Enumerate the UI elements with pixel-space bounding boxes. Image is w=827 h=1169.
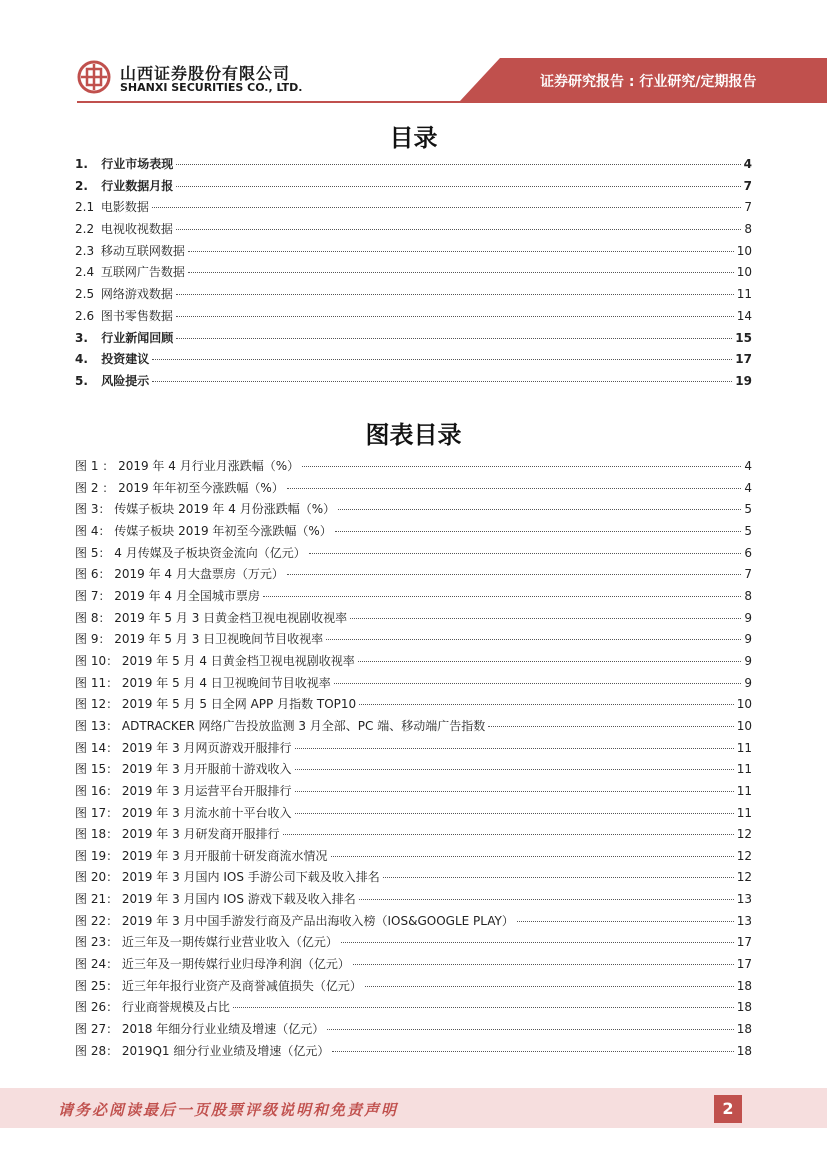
toc-entry-page: 10 [736,243,752,258]
figure-entry-label: 图 8： 2019 年 5 月 3 日黄金档卫视电视剧收视率 [75,610,348,625]
figure-entry[interactable] [75,609,752,631]
figure-entry[interactable] [75,587,752,609]
figure-entry-label: 图 19： 2019 年 3 月开服前十研发商流水情况 [75,848,328,863]
leader-dots [295,748,734,749]
figure-entry[interactable] [75,998,752,1020]
figure-entry[interactable] [75,760,752,782]
figure-entry-label: 图 22： 2019 年 3 月中国手游发行商及产品出海收入榜（IOS&GOOGLE PLAY） [75,913,514,928]
figure-entry-page: 6 [744,545,752,560]
leader-dots [358,661,742,662]
leader-dots [383,877,734,878]
leader-dots [359,899,734,900]
leader-dots [233,1007,734,1008]
leader-dots [327,1029,733,1030]
leader-dots [176,316,734,317]
figure-entry-label: 图 26： 行业商誉规模及占比 [75,1000,230,1015]
leader-dots [263,596,741,597]
toc-entry-page: 11 [736,287,752,302]
figure-entry[interactable] [75,457,752,479]
figure-entry-page: 9 [744,632,752,647]
toc-entry[interactable] [75,285,752,307]
leader-dots [287,574,741,575]
toc-entry-label [75,329,173,346]
figure-entry[interactable] [75,652,752,674]
figure-entry[interactable] [75,739,752,761]
leader-dots [176,338,732,339]
toc-entry-label [75,285,173,302]
figures-title: 图表目录 [365,421,462,449]
leader-dots [517,921,734,922]
toc-entry-text: 图书零售数据 [100,308,173,323]
figure-entry-label: 图 17： 2019 年 3 月流水前十平台收入 [75,805,292,820]
figure-entry-page: 5 [744,523,752,538]
toc-entry-label [75,220,173,237]
figure-entry-label: 图 13： ADTRACKER 网络广告投放监测 3 月全部、PC 端、移动端广告指数 [75,718,486,733]
figure-entry-label: 图 3： 传媒子板块 2019 年 4 月份涨跌幅（%） [75,502,336,517]
figure-entry[interactable] [75,825,752,847]
figure-entry-page: 12 [736,870,752,885]
figure-entry[interactable] [75,500,752,522]
toc-entry-text: 行业市场表现 [101,157,174,171]
toc-entry[interactable] [75,350,752,372]
toc-list [75,155,752,394]
leader-dots [176,164,740,165]
leader-dots [176,294,734,295]
figure-entry-label: 图 6： 2019 年 4 月大盘票房（万元） [75,567,284,582]
figure-entry-page: 18 [736,1022,752,1037]
figure-entry-page: 12 [736,848,752,863]
page-number: 2 [714,1095,742,1123]
figure-entry-page: 18 [736,1000,752,1015]
figure-entry[interactable] [75,1042,752,1064]
figure-entry-label: 图 28： 2019Q1 细分行业业绩及增速（亿元） [75,1043,330,1058]
report-type: 证券研究报告 : 行业研究/定期报告 [540,74,757,90]
page-footer [0,1088,827,1128]
figure-entry-page: 9 [744,675,752,690]
figure-entry-label: 图 25： 近三年年报行业资产及商誉减值损失（亿元） [75,978,362,993]
page-header [0,0,827,108]
company-name-cn: 山西证券股份有限公司 [120,64,291,83]
figure-entry[interactable] [75,804,752,826]
toc-entry-page: 7 [743,178,752,193]
leader-dots [287,488,742,489]
figure-entry[interactable] [75,890,752,912]
figure-entry-label: 图 5： 4 月传媒及子板块资金流向（亿元） [75,545,306,560]
leader-dots [152,381,732,382]
leader-dots [332,1051,733,1052]
figure-entry-label: 图 2 ： 2019 年年初至今涨跌幅（%） [75,480,284,495]
figure-entry-label: 图 1 ： 2019 年 4 月行业月涨跌幅（%） [75,459,300,473]
toc-entry[interactable] [75,155,752,177]
figure-entry-page: 9 [744,610,752,625]
toc-entry[interactable] [75,220,752,242]
leader-dots [341,942,734,943]
figure-entry-page: 13 [736,913,752,928]
toc-entry[interactable] [75,307,752,329]
header-rule [77,101,827,103]
leader-dots [326,639,741,640]
figure-entry-page: 11 [736,762,752,777]
figure-entry-page: 10 [736,697,752,712]
toc-entry-page: 19 [735,373,752,388]
company-logo-icon [77,60,111,94]
toc-entry-number: 3. [75,330,88,345]
toc-entry-page: 4 [743,157,752,171]
figure-entry-page: 9 [744,653,752,668]
figure-entry-page: 18 [736,978,752,993]
leader-dots [295,791,734,792]
toc-entry-text: 电视收视数据 [100,222,173,237]
toc-entry-number: 4. [75,352,88,367]
figure-entry[interactable] [75,565,752,587]
figure-entry-label: 图 27： 2018 年细分行业业绩及增速（亿元） [75,1022,325,1037]
toc-entry-number: 2.3 [75,243,95,258]
toc-entry-page: 15 [735,330,752,345]
toc-entry-number: 2.5 [75,287,95,302]
toc-entry-number: 1. [75,157,88,171]
toc-entry-label [75,242,185,259]
figure-entry-page: 11 [736,740,752,755]
figure-entry-label: 图 10： 2019 年 5 月 4 日黄金档卫视电视剧收视率 [75,653,355,668]
figure-entry-page: 17 [736,957,752,972]
toc-entry[interactable] [75,198,752,220]
leader-dots [283,834,734,835]
leader-dots [188,251,734,252]
leader-dots [295,813,734,814]
toc-entry-text: 行业数据月报 [101,178,174,193]
leader-dots [365,986,734,987]
leader-dots [359,704,734,705]
figure-entry-label: 图 4： 传媒子板块 2019 年初至今涨跌幅（%） [75,523,332,538]
figure-entry-label: 图 16： 2019 年 3 月运营平台开服排行 [75,783,292,798]
toc-entry-page: 14 [736,308,752,323]
figure-entry-page: 11 [736,805,752,820]
figure-entry-label: 图 12： 2019 年 5 月 5 日全网 APP 月指数 TOP10 [75,697,357,712]
leader-dots [309,553,742,554]
toc-entry-text: 电影数据 [100,200,149,215]
toc-entry-text: 网络游戏数据 [100,287,173,302]
leader-dots [152,207,742,208]
figure-entry-label: 图 23： 近三年及一期传媒行业营业收入（亿元） [75,935,338,950]
toc-entry-text: 互联网广告数据 [100,265,185,280]
figure-entry[interactable] [75,933,752,955]
toc-entry-number: 2.6 [75,308,95,323]
toc-entry-number: 2.1 [75,200,95,215]
figure-entry-label: 图 21： 2019 年 3 月国内 IOS 游戏下载及收入排名 [75,892,356,907]
figure-entry[interactable] [75,544,752,566]
toc-entry-label [75,307,173,324]
toc-entry[interactable] [75,242,752,264]
figure-entry-label: 图 15： 2019 年 3 月开服前十游戏收入 [75,762,292,777]
toc-entry-text: 移动互联网数据 [100,243,185,258]
leader-dots [176,229,742,230]
toc-entry-number: 5. [75,373,88,388]
figure-entry[interactable] [75,717,752,739]
figure-entry[interactable] [75,479,752,501]
figure-entry[interactable] [75,782,752,804]
toc-entry-label [75,263,185,280]
figure-entry[interactable] [75,868,752,890]
leader-dots [295,769,734,770]
toc-entry-page: 17 [735,352,752,367]
company-name-en: SHANXI SECURITIES CO., LTD. [120,81,303,94]
toc-entry[interactable] [75,177,752,199]
figure-entry-page: 7 [744,567,752,582]
leader-dots [334,683,742,684]
figure-entry-page: 10 [736,718,752,733]
leader-dots [152,359,732,360]
figure-entry-page: 11 [736,783,752,798]
disclaimer-text: 请务必阅读最后一页股票评级说明和免责声明 [58,1101,399,1119]
figure-entry[interactable] [75,977,752,999]
figure-entry-label: 图 9： 2019 年 5 月 3 日卫视晚间节目收视率 [75,632,324,647]
leader-dots [353,964,734,965]
leader-dots [350,618,741,619]
leader-dots [176,186,740,187]
toc-entry-number: 2.4 [75,265,95,280]
figure-entry[interactable] [75,695,752,717]
toc-entry-label [75,155,173,172]
leader-dots [488,726,734,727]
toc-entry-number: 2. [75,178,88,193]
figure-entry[interactable] [75,1020,752,1042]
toc-entry-label [75,372,149,389]
figure-entry-label: 图 11： 2019 年 5 月 4 日卫视晚间节目收视率 [75,675,331,690]
leader-dots [302,466,741,467]
figure-entry-page: 17 [736,935,752,950]
toc-entry-text: 行业新闻回顾 [101,330,174,345]
toc-entry-text: 风险提示 [101,373,150,388]
toc-entry[interactable] [75,329,752,351]
figure-entry-label: 图 20： 2019 年 3 月国内 IOS 手游公司下载及收入排名 [75,870,380,885]
toc-entry-label [75,177,173,194]
toc-entry-page: 8 [744,222,752,237]
figure-entry-page: 18 [736,1043,752,1058]
figure-entry-page: 5 [744,502,752,517]
figure-entry[interactable] [75,522,752,544]
leader-dots [335,531,742,532]
leader-dots [188,272,734,273]
figure-entry-label: 图 18： 2019 年 3 月研发商开服排行 [75,827,280,842]
figure-entry-page: 8 [744,588,752,603]
figure-entry-page: 4 [744,480,752,495]
figure-entry[interactable] [75,630,752,652]
leader-dots [338,509,741,510]
toc-entry[interactable] [75,263,752,285]
figure-entry-page: 13 [736,892,752,907]
toc-entry-number: 2.2 [75,222,95,237]
toc-entry-page: 7 [744,200,752,215]
leader-dots [331,856,734,857]
figure-entry[interactable] [75,912,752,934]
toc-entry-text: 投资建议 [101,352,150,367]
toc-entry-label [75,198,149,215]
figure-entry[interactable] [75,674,752,696]
figure-entry-label: 图 7： 2019 年 4 月全国城市票房 [75,588,260,603]
figure-entry-page: 12 [736,827,752,842]
toc-title: 目录 [389,124,438,152]
toc-entry[interactable] [75,372,752,394]
figure-entry-label: 图 14： 2019 年 3 月网页游戏开服排行 [75,740,292,755]
figure-entry[interactable] [75,955,752,977]
figure-entry[interactable] [75,847,752,869]
toc-entry-label [75,350,149,367]
figure-entry-label: 图 24： 近三年及一期传媒行业归母净利润（亿元） [75,957,350,972]
figures-list [75,457,752,1063]
toc-entry-page: 10 [736,265,752,280]
figure-entry-page: 4 [744,459,752,473]
